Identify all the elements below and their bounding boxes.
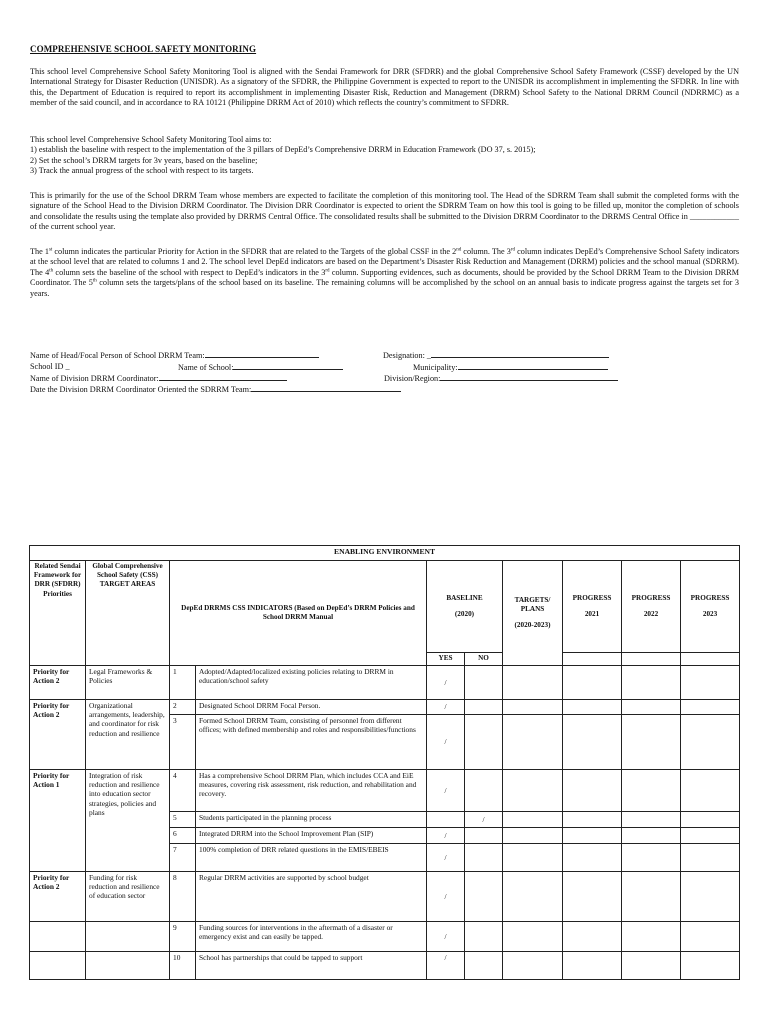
no-cell[interactable]	[465, 828, 503, 844]
no-cell[interactable]	[465, 952, 503, 980]
priority-cell	[30, 952, 86, 980]
progress-cell[interactable]	[681, 700, 740, 715]
no-cell[interactable]	[465, 872, 503, 922]
aims-section	[30, 135, 739, 177]
indicator-cell: Formed School DRRM Team, consisting of personnel from different offices; with defined membership and roles and responsibilities/functions	[196, 715, 427, 770]
table-row	[30, 952, 740, 980]
division-region-label: Division/Region:	[384, 374, 441, 383]
progress-cell[interactable]	[681, 666, 740, 700]
targets-cell[interactable]	[503, 812, 563, 828]
priority-cell: Priority for Action 2	[30, 872, 86, 922]
no-cell[interactable]	[465, 666, 503, 700]
division-region-field[interactable]	[384, 373, 618, 383]
ordinal-suffix: th	[49, 268, 54, 274]
progress-year: 2023	[702, 609, 718, 618]
progress-label: PROGRESS	[631, 594, 671, 603]
ordinal-suffix: st	[48, 247, 53, 253]
school-id-label: School ID _	[30, 362, 70, 371]
progress-cell[interactable]	[681, 952, 740, 980]
designation-blank[interactable]	[431, 350, 609, 358]
progress-cell[interactable]	[563, 872, 622, 922]
header-no: NO	[465, 653, 503, 666]
yes-cell[interactable]: /	[427, 715, 465, 770]
yes-cell[interactable]: /	[427, 922, 465, 952]
target-cell	[86, 922, 170, 952]
priority-cell: Priority for Action 2	[30, 666, 86, 700]
indicator-number: 2	[170, 700, 196, 715]
progress-cell[interactable]	[622, 715, 681, 770]
no-cell[interactable]	[465, 770, 503, 812]
progress-cell[interactable]	[622, 770, 681, 812]
no-cell[interactable]	[465, 844, 503, 872]
indicator-cell: Adopted/Adapted/localized existing policies relating to DRRM in education/school safety	[196, 666, 427, 700]
target-cell: Integration of risk reduction and resilience into education sector strategies, policies and plans	[86, 770, 170, 872]
targets-years: (2020-2023)	[514, 620, 551, 629]
targets-cell[interactable]	[503, 872, 563, 922]
progress-cell[interactable]	[563, 952, 622, 980]
indicator-number: 3	[170, 715, 196, 770]
columns-text: column sets the targets/plans of the school based on its baseline. The remaining columns will be accomplished by the school on an annual basis to indicate progress against the targets set for 3 years.	[30, 278, 739, 298]
progress-cell[interactable]	[622, 812, 681, 828]
header-sfdrr: Related Sendai Framework for DRR (SFDRR) Priorities	[30, 561, 86, 666]
head-name-blank[interactable]	[205, 350, 319, 358]
head-name-label: Name of Head/Focal Person of School DRRM Team:	[30, 351, 205, 360]
progress-cell[interactable]	[622, 844, 681, 872]
indicator-number: 10	[170, 952, 196, 980]
indicator-number: 8	[170, 872, 196, 922]
target-cell: Legal Frameworks & Policies	[86, 666, 170, 700]
progress-cell[interactable]	[622, 952, 681, 980]
progress-cell[interactable]	[563, 922, 622, 952]
baseline-year: (2020)	[454, 609, 475, 618]
header-yes: YES	[427, 653, 465, 666]
no-cell[interactable]	[465, 700, 503, 715]
columns-text: column indicates DepEd’s Comprehensive School Safety indicators at the school level that are related to columns 1 and 2. The school level DepEd indicators are based on the Department’s Disaster Risk Reduction and Management (DRRM) policies and the school manual (SDRRM). The 4	[30, 247, 740, 277]
progress-cell[interactable]	[622, 700, 681, 715]
progress-cell[interactable]	[681, 922, 740, 952]
municipality-blank[interactable]	[458, 362, 608, 370]
table-row	[30, 700, 740, 715]
enabling-environment-table	[29, 545, 740, 980]
target-cell	[86, 952, 170, 980]
progress-cell[interactable]	[563, 844, 622, 872]
indicator-cell: School has partnerships that could be tapped to support	[196, 952, 427, 980]
progress-cell[interactable]	[681, 828, 740, 844]
progress-cell[interactable]	[622, 922, 681, 952]
indicator-number: 5	[170, 812, 196, 828]
aim-item: 1) establish the baseline with respect to the implementation of the 3 pillars of DepEd’s Comprehensive DRRM in Education Framework (DO 37, s. 2015);	[30, 145, 536, 155]
targets-cell[interactable]	[503, 844, 563, 872]
progress-cell[interactable]	[681, 844, 740, 872]
indicator-cell: Students participated in the planning process	[196, 812, 427, 828]
targets-cell[interactable]	[503, 770, 563, 812]
school-name-field[interactable]	[178, 362, 343, 372]
school-name-blank[interactable]	[233, 362, 343, 370]
yes-cell[interactable]: /	[427, 952, 465, 980]
division-region-blank[interactable]	[440, 373, 618, 381]
header-baseline	[427, 561, 503, 653]
indicator-number: 6	[170, 828, 196, 844]
columns-text: column sets the baseline of the school with respect to DepEd’s indicators in the 3	[53, 267, 326, 277]
ordinal-suffix: nd	[456, 247, 462, 253]
target-cell: Funding for risk reduction and resilience of education sector	[86, 872, 170, 922]
date-oriented-blank[interactable]	[251, 384, 401, 392]
priority-cell: Priority for Action 2	[30, 700, 86, 770]
designation-field[interactable]	[383, 350, 609, 360]
progress-label: PROGRESS	[572, 594, 612, 603]
aims-intro: This school level Comprehensive School Safety Monitoring Tool aims to:	[30, 135, 272, 144]
progress-sub-cell	[681, 653, 740, 666]
indicator-number: 4	[170, 770, 196, 812]
yes-cell[interactable]: /	[427, 872, 465, 922]
yes-cell[interactable]: /	[427, 666, 465, 700]
indicator-cell: Funding sources for interventions in the aftermath of a disaster or emergency exist and can easily be tapped.	[196, 922, 427, 952]
targets-cell[interactable]	[503, 952, 563, 980]
header-indicators: DepEd DRRMS CSS INDICATORS (Based on DepEd’s DRRM Policies and School DRRM Manual	[170, 561, 427, 666]
targets-cell[interactable]	[503, 666, 563, 700]
targets-cell[interactable]	[503, 700, 563, 715]
indicator-number: 7	[170, 844, 196, 872]
table-row	[30, 922, 740, 952]
ordinal-suffix: rd	[325, 268, 330, 274]
no-cell[interactable]	[465, 715, 503, 770]
date-oriented-field[interactable]	[30, 384, 401, 394]
progress-cell[interactable]	[681, 770, 740, 812]
columns-text: column indicates the particular Priority for Action in the SFDRR that are related to the Targets of the global CSSF in the 2	[52, 247, 457, 256]
municipality-label: Municipality:	[413, 363, 458, 372]
indicator-cell: Designated School DRRM Focal Person.	[196, 700, 427, 715]
targets-cell[interactable]	[503, 922, 563, 952]
columns-text: column. Supporting evidences, such as documents, should be provided by the School DRRM Team to the Division DRRM Coordinator. The 5	[30, 267, 740, 288]
page-title: COMPREHENSIVE SCHOOL SAFETY MONITORING	[30, 44, 257, 54]
columns-text: The 1	[30, 247, 49, 256]
baseline-label: BASELINE	[446, 594, 483, 603]
priority-cell	[30, 922, 86, 952]
header-progress-2022	[622, 561, 681, 653]
no-cell[interactable]	[465, 922, 503, 952]
header-progress-2021	[563, 561, 622, 653]
progress-cell[interactable]	[563, 700, 622, 715]
usage-paragraph: This is primarily for the use of the School DRRM Team whose members are expected to facilitate the completion of this monitoring tool. The Head of the SDRRM Team shall submit the completed forms with the signature of the School Head to the Division DRRM Coordinator. The Division DRR Coordinator is expected to orient the SDRRM Team on how this tool is going to be filled up, monitor the completion of schools and consolidate the results using the template also provided by DRRMS Central Office. The consolidated results shall be submitted to the Division DRRM Coordinator to the DRRMS Central Office in ____________ of the current school year.	[30, 191, 739, 232]
head-name-field[interactable]	[30, 350, 319, 360]
division-coordinator-blank[interactable]	[159, 373, 287, 381]
progress-cell[interactable]	[563, 715, 622, 770]
ordinal-suffix: th	[92, 278, 97, 284]
progress-cell[interactable]	[681, 812, 740, 828]
intro-paragraph: This school level Comprehensive School Safety Monitoring Tool is aligned with the Sendai Framework for DRR (SFDRR) and the global Comprehensive School Safety Framework (CSSF) developed by the UN International Strategy for Disaster Reduction (UNISDR). As a signatory of the SFDRR, the Philippine Government is expected to report to the UNISDR its accomplishment in implementing the SFDRR. In line with this, the Department of Education is required to report its accomplishment in implementing Disaster Risk, Reduction and Management (DRRM) School Safety to the National DRRM Council (NDRRMC) as a member of the said council, and in accordance to RA 10121 (Philippine DRRM Act of 2010) which reflects the country’s commitment to SFDRR.	[30, 67, 739, 108]
progress-cell[interactable]	[563, 828, 622, 844]
progress-sub-cell	[563, 653, 622, 666]
progress-cell[interactable]	[681, 715, 740, 770]
yes-cell[interactable]: /	[427, 700, 465, 715]
school-id-field[interactable]	[30, 362, 70, 371]
progress-cell[interactable]	[622, 666, 681, 700]
progress-year: 2021	[584, 609, 600, 618]
progress-label: PROGRESS	[690, 594, 730, 603]
yes-cell[interactable]: /	[427, 770, 465, 812]
yes-cell[interactable]	[427, 812, 465, 828]
designation-label: Designation: _	[383, 351, 431, 360]
yes-cell[interactable]: /	[427, 844, 465, 872]
progress-cell[interactable]	[563, 666, 622, 700]
division-coordinator-field[interactable]	[30, 373, 287, 383]
progress-cell[interactable]	[681, 872, 740, 922]
division-coordinator-label: Name of Division DRRM Coordinator:	[30, 374, 159, 383]
indicator-cell: Has a comprehensive School DRRM Plan, which includes CCA and EiE measures, covering risk assessment, risk reduction, and rehabilitation and recovery.	[196, 770, 427, 812]
table-row	[30, 872, 740, 922]
indicator-cell: 100% completion of DRR related questions in the EMIS/EBEIS	[196, 844, 427, 872]
indicator-cell: Integrated DRRM into the School Improvement Plan (SIP)	[196, 828, 427, 844]
targets-cell[interactable]	[503, 715, 563, 770]
columns-paragraph	[30, 247, 739, 299]
priority-cell: Priority for Action 1	[30, 770, 86, 872]
yes-cell[interactable]: /	[427, 828, 465, 844]
date-oriented-label: Date the Division DRRM Coordinator Oriented the SDRRM Team:	[30, 385, 252, 394]
progress-cell[interactable]	[622, 872, 681, 922]
targets-cell[interactable]	[503, 828, 563, 844]
indicator-number: 1	[170, 666, 196, 700]
header-progress-2023	[681, 561, 740, 653]
section-title: ENABLING ENVIRONMENT	[30, 546, 740, 561]
progress-cell[interactable]	[563, 812, 622, 828]
indicator-number: 9	[170, 922, 196, 952]
municipality-field[interactable]	[413, 362, 608, 372]
no-cell[interactable]: /	[465, 812, 503, 828]
aim-item: 3) Track the annual progress of the school with respect to its targets.	[30, 166, 254, 176]
header-cssf: Global Comprehensive School Safety (CSS) TARGET AREAS	[86, 561, 170, 666]
ordinal-suffix: rd	[510, 247, 515, 253]
columns-text: column. The 3	[461, 247, 511, 256]
table-row	[30, 666, 740, 700]
target-cell: Organizational arrangements, leadership, and coordinator for risk reduction and resilience	[86, 700, 170, 770]
progress-cell[interactable]	[563, 770, 622, 812]
progress-year: 2022	[643, 609, 659, 618]
indicator-cell: Regular DRRM activities are supported by school budget	[196, 872, 427, 922]
progress-sub-cell	[622, 653, 681, 666]
progress-cell[interactable]	[622, 828, 681, 844]
header-targets	[503, 561, 563, 666]
table-row	[30, 770, 740, 812]
targets-label: TARGETS/ PLANS	[514, 596, 551, 614]
school-name-label: Name of School:	[178, 363, 234, 372]
aim-item: 2) Set the school’s DRRM targets for 3v years, based on the baseline;	[30, 155, 258, 165]
